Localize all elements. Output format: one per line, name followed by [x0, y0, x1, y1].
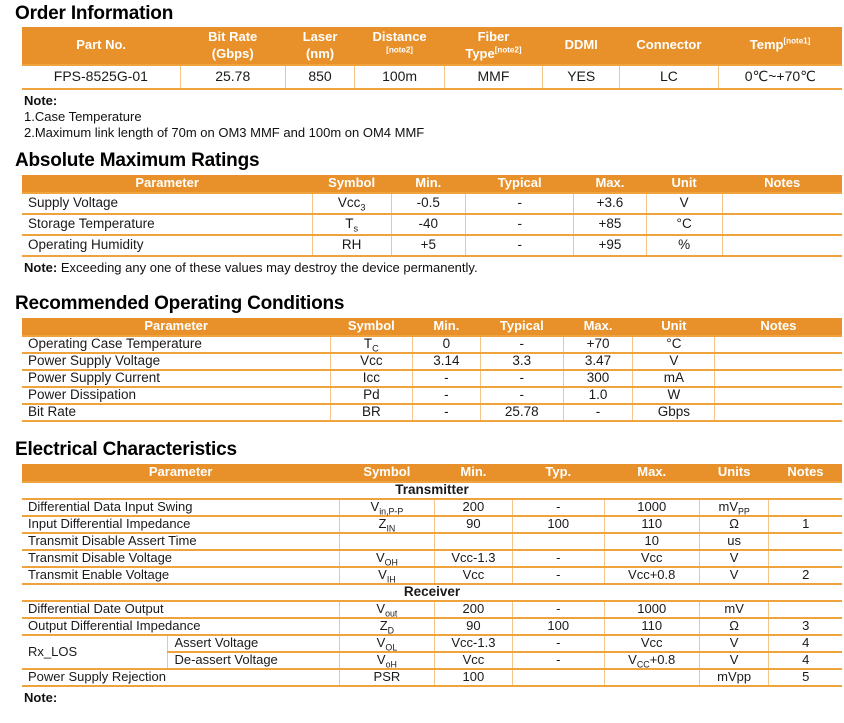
table-cell: W — [633, 387, 715, 404]
order-information-notes — [24, 93, 844, 141]
column-header: Parameter — [22, 464, 339, 482]
table-cell: - — [512, 499, 604, 516]
table-cell: - — [563, 404, 633, 421]
table-cell: MMF — [444, 65, 542, 89]
table-cell: 1000 — [604, 499, 699, 516]
table-cell: Assert Voltage — [168, 635, 339, 652]
table-cell: Ω — [699, 618, 769, 635]
table-cell: 10 — [604, 533, 699, 550]
table-cell — [512, 533, 604, 550]
table-cell: Input Differential Impedance — [22, 516, 339, 533]
table-row — [22, 635, 842, 652]
table-cell: 90 — [434, 516, 512, 533]
table-cell: Vcc+0.8 — [604, 567, 699, 584]
table-cell: - — [412, 404, 480, 421]
table-cell: Pd — [330, 387, 412, 404]
table-cell: V — [633, 353, 715, 370]
table-cell: 1000 — [604, 601, 699, 618]
table-cell: $V_{OH}$ — [339, 550, 434, 567]
table-cell: V — [646, 193, 722, 214]
table-cell: - — [512, 567, 604, 584]
table-cell: - — [412, 387, 480, 404]
table-cell: 25.78 — [480, 404, 563, 421]
table-cell: Storage Temperature — [22, 214, 312, 235]
table-row — [22, 601, 842, 618]
column-header: Typical — [466, 175, 574, 193]
table-cell: -40 — [391, 214, 466, 235]
table-cell: +70 — [563, 336, 633, 353]
table-cell: 0℃~+70℃ — [718, 65, 842, 89]
table-cell — [769, 499, 842, 516]
table-row — [22, 499, 842, 516]
table-cell: Ω — [699, 516, 769, 533]
column-header: Part No. — [22, 27, 180, 65]
table-cell — [715, 404, 842, 421]
table-cell: Icc — [330, 370, 412, 387]
section-electrical-characteristics — [0, 425, 844, 706]
table-cell: 200 — [434, 499, 512, 516]
table-cell: 4 — [769, 652, 842, 669]
table-cell — [339, 533, 434, 550]
table-row — [22, 235, 842, 256]
column-header: Min. — [434, 464, 512, 482]
table-cell: 0 — [412, 336, 480, 353]
table-row — [22, 567, 842, 584]
table-cell — [604, 669, 699, 686]
table-cell: 2 — [769, 567, 842, 584]
table-cell: 4 — [769, 635, 842, 652]
column-header: Max. — [604, 464, 699, 482]
table-cell: 100 — [434, 669, 512, 686]
table-cell: Power Supply Voltage — [22, 353, 330, 370]
column-header: Min. — [391, 175, 466, 193]
table-cell: Power Supply Current — [22, 370, 330, 387]
table-cell — [715, 353, 842, 370]
table-row — [22, 353, 842, 370]
table-cell: PSR — [339, 669, 434, 686]
table-cell: $T_C$ — [330, 336, 412, 353]
table-row — [22, 370, 842, 387]
table-cell: V — [699, 635, 769, 652]
column-header: Symbol — [330, 318, 412, 336]
column-header: Units — [699, 464, 769, 482]
column-header: Temp[note1] — [718, 27, 842, 65]
table-cell: Operating Humidity — [22, 235, 312, 256]
table-cell: % — [646, 235, 722, 256]
group-header: Receiver — [22, 584, 842, 601]
table-cell: Vcc — [434, 652, 512, 669]
table-cell — [722, 193, 842, 214]
table-cell — [722, 214, 842, 235]
section-title-recommended-operating-conditions: Recommended Operating Conditions — [15, 293, 345, 314]
table-cell: $V_{CC}+0.8$ — [604, 652, 699, 669]
table-cell: Operating Case Temperature — [22, 336, 330, 353]
table-row — [22, 336, 842, 353]
table-row — [22, 669, 842, 686]
column-header: Typical — [480, 318, 563, 336]
column-header: Typ. — [512, 464, 604, 482]
note-text: 2.Maximum link length of 70m on OM3 MMF and 100m on OM4 MMF — [24, 125, 425, 140]
order-information-table — [22, 27, 842, 90]
section-absolute-maximum-ratings — [0, 141, 844, 276]
table-cell: +5 — [391, 235, 466, 256]
table-row — [22, 214, 842, 235]
table-cell — [434, 533, 512, 550]
table-cell: 1 — [769, 516, 842, 533]
table-row — [22, 533, 842, 550]
table-cell: Power Supply Rejection — [22, 669, 339, 686]
table-cell: 110 — [604, 618, 699, 635]
table-cell: - — [512, 550, 604, 567]
table-cell: - — [412, 370, 480, 387]
column-header: Connector — [620, 27, 718, 65]
table-cell: $Z_D$ — [339, 618, 434, 635]
table-cell: - — [480, 387, 563, 404]
table-cell: 100m — [355, 65, 444, 89]
table-cell: +3.6 — [574, 193, 646, 214]
table-cell: - — [466, 193, 574, 214]
table-cell: +95 — [574, 235, 646, 256]
table-cell: - — [512, 601, 604, 618]
column-header: Max. — [574, 175, 646, 193]
table-cell: - — [480, 336, 563, 353]
table-cell: $T_s$ — [312, 214, 391, 235]
table-cell: LC — [620, 65, 718, 89]
table-cell: V — [699, 652, 769, 669]
table-cell: RH — [312, 235, 391, 256]
header-row — [22, 175, 842, 193]
recommended-operating-conditions-table — [22, 318, 842, 422]
table-cell: V — [699, 567, 769, 584]
group-header: Transmitter — [22, 482, 842, 499]
table-cell: BR — [330, 404, 412, 421]
column-header: DDMI — [543, 27, 620, 65]
table-cell: Bit Rate — [22, 404, 330, 421]
table-cell — [769, 601, 842, 618]
table-cell: Vcc — [604, 550, 699, 567]
table-cell — [769, 533, 842, 550]
table-cell: Output Differential Impedance — [22, 618, 339, 635]
column-header: Notes — [769, 464, 842, 482]
table-row — [22, 193, 842, 214]
table-cell: $V_{OL}$ — [339, 635, 434, 652]
section-title-electrical-characteristics: Electrical Characteristics — [15, 439, 237, 460]
column-header: Fiber Type[note2] — [444, 27, 542, 65]
table-cell — [722, 235, 842, 256]
column-header: Symbol — [312, 175, 391, 193]
table-cell: 3.47 — [563, 353, 633, 370]
table-cell: $mV_{PP}$ — [699, 499, 769, 516]
column-header: Parameter — [22, 318, 330, 336]
table-cell: 850 — [285, 65, 355, 89]
header-row — [22, 318, 842, 336]
table-cell: - — [512, 652, 604, 669]
table-cell: 3.14 — [412, 353, 480, 370]
column-header: Notes — [715, 318, 842, 336]
section-title-absolute-maximum-ratings: Absolute Maximum Ratings — [15, 150, 260, 171]
table-cell — [512, 669, 604, 686]
table-cell: $V_{in,P-P}$ — [339, 499, 434, 516]
table-row — [22, 404, 842, 421]
table-cell: us — [699, 533, 769, 550]
table-cell: 300 — [563, 370, 633, 387]
table-cell: Differential Data Input Swing — [22, 499, 339, 516]
table-cell: YES — [543, 65, 620, 89]
table-cell: $Z_{IN}$ — [339, 516, 434, 533]
table-cell: Differential Date Output — [22, 601, 339, 618]
column-header: Laser (nm) — [285, 27, 355, 65]
section-recommended-operating-conditions — [0, 276, 844, 422]
table-cell: Transmit Disable Assert Time — [22, 533, 339, 550]
table-cell: mVpp — [699, 669, 769, 686]
table-cell: 90 — [434, 618, 512, 635]
table-cell: mV — [699, 601, 769, 618]
table-cell: Rx_LOS — [22, 635, 168, 669]
header-row — [22, 464, 842, 482]
table-cell: FPS-8525G-01 — [22, 65, 180, 89]
table-cell: Vcc-1.3 — [434, 635, 512, 652]
table-cell: 200 — [434, 601, 512, 618]
note-text: Note: — [24, 689, 58, 705]
table-row — [22, 550, 842, 567]
table-cell: °C — [633, 336, 715, 353]
table-cell: Vcc$_3$ — [312, 193, 391, 214]
table-cell: V — [699, 550, 769, 567]
table-cell: 25.78 — [180, 65, 285, 89]
table-cell: Vcc — [604, 635, 699, 652]
table-row — [22, 516, 842, 533]
table-cell — [715, 336, 842, 353]
note-text: 1.Case Temperature — [24, 109, 142, 124]
table-cell: +85 — [574, 214, 646, 235]
table-cell: -0.5 — [391, 193, 466, 214]
note-text: Note: Exceeding any one of these values may destroy the device permanently. — [24, 260, 478, 275]
table-row — [22, 584, 842, 601]
column-header: Bit Rate (Gbps) — [180, 27, 285, 65]
column-header: Max. — [563, 318, 633, 336]
column-header: Notes — [722, 175, 842, 193]
table-cell: Gbps — [633, 404, 715, 421]
absolute-maximum-ratings-table — [22, 175, 842, 257]
table-row — [22, 482, 842, 499]
column-header: Parameter — [22, 175, 312, 193]
table-cell: - — [480, 370, 563, 387]
table-cell: Transmit Disable Voltage — [22, 550, 339, 567]
table-cell — [715, 370, 842, 387]
table-cell: °C — [646, 214, 722, 235]
column-header: Unit — [646, 175, 722, 193]
column-header: Symbol — [339, 464, 434, 482]
table-cell: Transmit Enable Voltage — [22, 567, 339, 584]
note-text: Note: — [24, 93, 58, 108]
table-cell: $V_{oH}$ — [339, 652, 434, 669]
table-cell: Vcc — [330, 353, 412, 370]
header-row — [22, 27, 842, 65]
table-row — [22, 618, 842, 635]
table-cell: Power Dissipation — [22, 387, 330, 404]
table-cell: 110 — [604, 516, 699, 533]
section-order-information — [0, 0, 844, 141]
table-cell: 100 — [512, 516, 604, 533]
column-header: Min. — [412, 318, 480, 336]
table-cell: Vcc — [434, 567, 512, 584]
table-cell: - — [466, 235, 574, 256]
table-row — [22, 387, 842, 404]
table-cell: - — [512, 635, 604, 652]
table-cell: Supply Voltage — [22, 193, 312, 214]
table-cell: $V_{IH}$ — [339, 567, 434, 584]
table-cell: 1.0 — [563, 387, 633, 404]
table-cell: - — [466, 214, 574, 235]
column-header: Distance [note2] — [355, 27, 444, 65]
section-title-order-information: Order Information — [15, 3, 174, 24]
table-cell: 100 — [512, 618, 604, 635]
table-cell: Vcc-1.3 — [434, 550, 512, 567]
table-cell: $V_{out}$ — [339, 601, 434, 618]
table-row — [22, 65, 842, 89]
table-cell — [715, 387, 842, 404]
table-cell: 5 — [769, 669, 842, 686]
electrical-characteristics-table — [22, 464, 842, 687]
electrical-characteristics-notes — [24, 690, 844, 706]
absolute-maximum-ratings-notes — [24, 260, 844, 276]
table-cell: 3.3 — [480, 353, 563, 370]
table-cell — [769, 550, 842, 567]
table-cell: De-assert Voltage — [168, 652, 339, 669]
table-cell: 3 — [769, 618, 842, 635]
table-cell: mA — [633, 370, 715, 387]
column-header: Unit — [633, 318, 715, 336]
